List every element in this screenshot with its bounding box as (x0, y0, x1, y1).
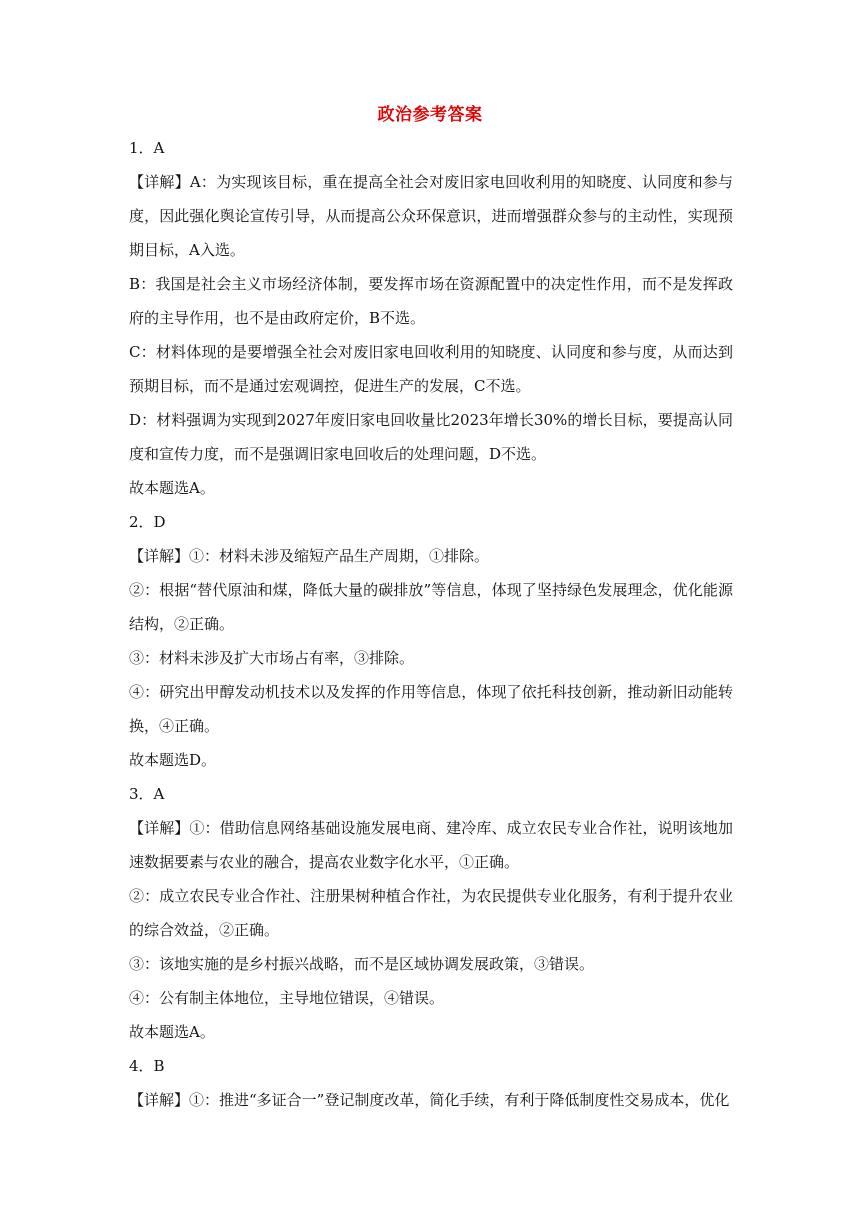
answer-3-number: 3．A (129, 785, 165, 803)
answer-1-explanation-d: D：材料强调为实现到2027年废旧家电回收量比2023年增长30%的增长目标，要提高认同度和宣传力度，而不是强调旧家电回收后的处理问题，D不选。 (129, 411, 733, 463)
document-title: 政治参考答案 (377, 105, 483, 125)
answer-2-explanation-4: ④：研究出甲醇发动机技术以及发挥的作用等信息，体现了依托科技创新，推动新旧动能转换，④正确。 (129, 683, 733, 735)
answer-4-explanation-1: 【详解】①：推进“多证合一”登记制度改革，简化手续，有利于降低制度性交易成本，优化 (129, 1091, 730, 1109)
answer-2-explanation-3: ③：材料未涉及扩大市场占有率，③排除。 (129, 649, 415, 667)
answer-2-explanation-1: 【详解】①：材料未涉及缩短产品生产周期，①排除。 (129, 547, 490, 565)
answer-3-explanation-4: ④：公有制主体地位，主导地位错误，④错误。 (129, 989, 445, 1007)
answer-3-explanation-1: 【详解】①：借助信息网络基础设施发展电商、建冷库、成立农民专业合作社，说明该地加速数据要素与农业的融合，提高农业数字化水平，①正确。 (129, 819, 733, 871)
document-body (129, 131, 733, 1117)
answer-2-explanation-2: ②：根据“替代原油和煤，降低大量的碳排放”等信息，体现了坚持绿色发展理念，优化能源结构，②正确。 (129, 581, 733, 633)
answer-1-explanation-c: C：材料体现的是要增强全社会对废旧家电回收利用的知晓度、认同度和参与度，从而达到预期目标，而不是通过宏观调控，促进生产的发展，C不选。 (129, 343, 733, 395)
answer-3-explanation-2: ②：成立农民专业合作社、注册果树种植合作社，为农民提供专业化服务，有利于提升农业的综合效益，②正确。 (129, 887, 733, 939)
answer-2-number: 2．D (129, 513, 166, 531)
answer-3-explanation-3: ③：该地实施的是乡村振兴战略，而不是区域协调发展政策，③错误。 (129, 955, 595, 973)
answer-1-explanation-a: 【详解】A：为实现该目标，重在提高全社会对废旧家电回收利用的知晓度、认同度和参与度，因此强化舆论宣传引导，从而提高公众环保意识，进而增强群众参与的主动性，实现预期目标，A入选。 (129, 173, 733, 259)
answer-4-number: 4．B (129, 1057, 165, 1075)
answer-3-conclusion: 故本题选A。 (129, 1023, 215, 1041)
answer-1-explanation-b: B：我国是社会主义市场经济体制，要发挥市场在资源配置中的决定性作用，而不是发挥政府的主导作用，也不是由政府定价，B不选。 (129, 275, 733, 327)
answer-2-conclusion: 故本题选D。 (129, 751, 217, 769)
answer-1-conclusion: 故本题选A。 (129, 479, 215, 497)
answer-1-number: 1．A (129, 139, 165, 157)
